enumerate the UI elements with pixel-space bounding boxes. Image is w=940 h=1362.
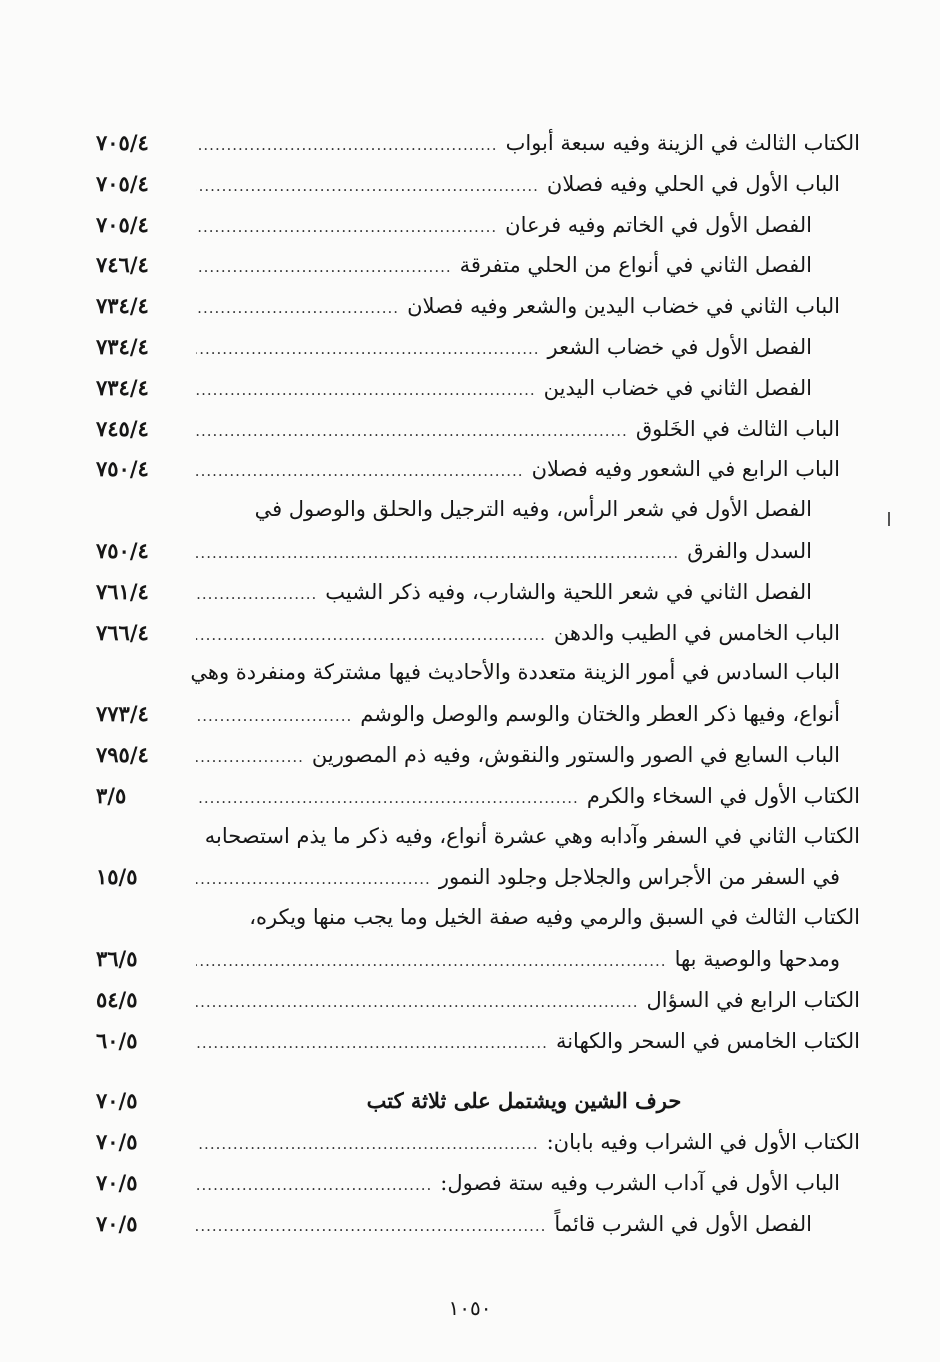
dot-leader <box>196 1034 548 1052</box>
toc-entry-page: ٣٦/٥ <box>96 945 138 971</box>
toc-entry-page: ٧٦٦/٤ <box>96 619 149 645</box>
toc-entry-title: الباب الثاني في خضاب اليدين والشعر وفيه فصلان <box>407 294 840 319</box>
toc-entry <box>96 660 860 701</box>
toc-entry-title: الباب الثالث في الخَلوق <box>635 416 840 441</box>
toc-entry-title: الفصل الأول في الخاتم وفيه فرعان <box>505 212 812 237</box>
toc-entry-title: الباب السابع في الصور والستور والنقوش، وفيه ذم المصورين <box>311 742 840 767</box>
toc-entry <box>96 538 860 579</box>
toc-entry-title: الفصل الأول في الشرب قائماً <box>554 1211 812 1236</box>
toc-entry-title: أنواع، وفيها ذكر العطر والختان والوسم والوصل والوشم <box>360 702 840 727</box>
dot-leader <box>196 544 679 562</box>
toc-entry-page: ٧٠٥/٤ <box>96 211 149 237</box>
toc-entry-title: ومدحها والوصية بها <box>674 946 840 971</box>
toc-entry-page: ٧٤٥/٤ <box>96 415 149 441</box>
dot-leader <box>196 1217 546 1235</box>
toc-entry-page: ٧٠٥/٤ <box>96 130 149 155</box>
dot-leader <box>196 952 667 970</box>
dot-leader <box>196 218 497 236</box>
toc-entry-page: ٣/٥ <box>96 782 127 808</box>
toc-entry <box>96 1129 860 1170</box>
toc-entry <box>96 1211 860 1252</box>
toc-entry-title: الكتاب الأول في السخاء والكرم <box>586 783 860 808</box>
toc-entry <box>96 456 860 497</box>
toc-entry-page: ٥٤/٥ <box>96 986 138 1012</box>
toc-entry-title: الكتاب الثاني في السفر وآدابه وهي عشرة أنواع، وفيه ذكر ما يذم استصحابه <box>204 823 860 848</box>
toc-entry <box>96 334 860 375</box>
dot-leader <box>196 422 628 440</box>
table-of-contents <box>96 130 860 1252</box>
toc-entry-page: ٧٤٦/٤ <box>96 252 149 278</box>
page-number: ١٠٥٠ <box>448 1296 492 1320</box>
dot-leader <box>196 748 304 766</box>
toc-entry-title: الفصل الثاني في أنواع من الحلي متفرقة <box>459 253 812 278</box>
toc-entry-title: الفصل الثاني في شعر اللحية والشارب، وفيه ذكر الشيب <box>325 579 812 604</box>
dot-leader <box>196 462 524 480</box>
toc-entry-title: الكتاب الرابع في السؤال <box>646 987 860 1012</box>
dot-leader <box>196 993 639 1011</box>
dot-leader <box>196 789 579 807</box>
margin-mark <box>888 512 890 526</box>
toc-entry-title: الفصل الثاني في خضاب اليدين <box>543 375 812 400</box>
dot-leader <box>196 585 317 603</box>
toc-entry <box>96 742 860 783</box>
toc-entry <box>96 987 860 1028</box>
toc-entry <box>96 171 860 212</box>
toc-entry-page: ٧٣٤/٤ <box>96 293 149 319</box>
toc-entry-page: ٦٠/٥ <box>96 1027 138 1053</box>
toc-entry-page: ٧٥٠/٤ <box>96 537 149 563</box>
toc-entry <box>96 946 860 987</box>
toc-entry <box>96 783 860 824</box>
toc-entry <box>96 416 860 457</box>
toc-entry-title: الباب الأول في الحلي وفيه فصلان <box>546 171 840 196</box>
toc-entry-page: ٧٥٠/٤ <box>96 456 149 482</box>
toc-entry-page: ٧٦١/٤ <box>96 578 149 604</box>
toc-entry-title: الكتاب الأول في الشراب وفيه بابان: <box>546 1130 860 1155</box>
toc-entry-page: ٧٠/٥ <box>96 1169 138 1195</box>
toc-entry <box>96 824 860 865</box>
toc-entry <box>96 375 860 416</box>
dot-leader <box>196 340 540 358</box>
toc-entry <box>96 1028 860 1069</box>
dot-leader <box>196 626 546 644</box>
section-heading-page: ٧٠/٥ <box>96 1088 138 1114</box>
toc-entry <box>96 293 860 334</box>
section-heading <box>96 1088 860 1129</box>
toc-list <box>96 130 860 1068</box>
spacer <box>96 1068 860 1088</box>
toc-entry-page: ٧٠/٥ <box>96 1129 138 1155</box>
dot-leader <box>196 870 431 888</box>
toc-entry-title: السدل والفرق <box>687 538 812 563</box>
dot-leader <box>196 1176 432 1194</box>
toc-entry-page: ٧٣٤/٤ <box>96 333 149 359</box>
toc-entry <box>96 620 860 661</box>
dot-leader <box>196 177 539 195</box>
dot-leader <box>196 707 352 725</box>
toc-entry-title: الكتاب الثالث في السبق والرمي وفيه صفة الخيل وما يجب منها ويكره، <box>249 905 860 930</box>
toc-entry-title: الباب السادس في أمور الزينة متعددة والأحاديث فيها مشتركة ومنفردة وهي <box>190 660 840 685</box>
section-toc-list <box>96 1129 860 1251</box>
toc-entry <box>96 212 860 253</box>
toc-entry <box>96 905 860 946</box>
toc-entry <box>96 252 860 293</box>
dot-leader <box>196 381 536 399</box>
toc-entry <box>96 579 860 620</box>
toc-entry-title: الباب الأول في آداب الشرب وفيه ستة فصول: <box>440 1170 840 1195</box>
toc-entry <box>96 497 860 538</box>
toc-entry-title: الكتاب الخامس في السحر والكهانة <box>555 1028 860 1053</box>
toc-entry-page: ٧٣٤/٤ <box>96 374 149 400</box>
toc-entry-page: ٧٠٥/٤ <box>96 170 149 196</box>
toc-entry-page: ١٥/٥ <box>96 864 138 890</box>
toc-entry-page: ٧٠/٥ <box>96 1210 138 1236</box>
dot-leader <box>196 1135 539 1153</box>
toc-entry <box>96 1170 860 1211</box>
dot-leader <box>196 299 399 317</box>
dot-leader <box>196 136 498 154</box>
toc-entry-title: الباب الخامس في الطيب والدهن <box>553 620 840 645</box>
toc-entry <box>96 130 860 171</box>
toc-entry-title: الفصل الأول في خضاب الشعر <box>547 334 812 359</box>
toc-entry-page: ٧٩٥/٤ <box>96 741 149 767</box>
section-heading-title: حرف الشين ويشتمل على ثلاثة كتب <box>366 1088 682 1114</box>
toc-entry-title: الباب الرابع في الشعور وفيه فصلان <box>531 457 840 482</box>
toc-entry-title: الكتاب الثالث في الزينة وفيه سبعة أبواب <box>505 131 860 155</box>
toc-entry-title: الفصل الأول في شعر الرأس، وفيه الترجيل والحلق والوصول في <box>254 497 812 522</box>
toc-entry <box>96 701 860 742</box>
toc-entry-page: ٧٧٣/٤ <box>96 701 149 727</box>
toc-entry <box>96 864 860 905</box>
toc-entry-title: في السفر من الأجراس والجلاجل وجلود النمور <box>438 865 840 890</box>
dot-leader <box>196 258 452 276</box>
